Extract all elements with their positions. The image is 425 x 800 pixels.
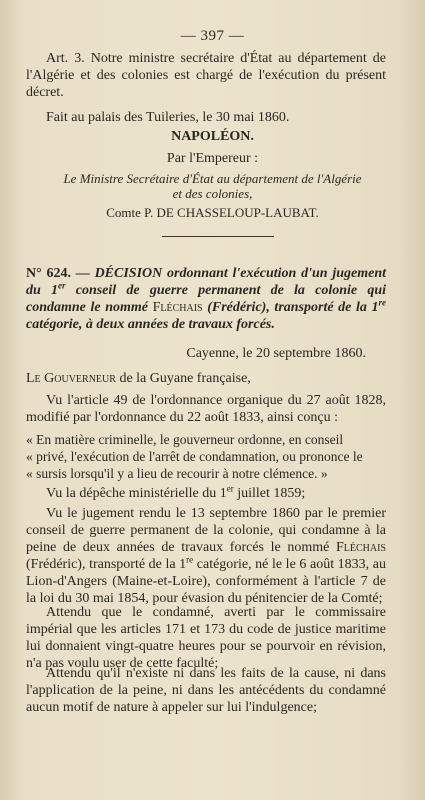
quote-block xyxy=(26,431,386,482)
vu-depeche-sup: er xyxy=(226,483,234,494)
quote-line: « En matière criminelle, le gouverneur ordonne, en conseil xyxy=(26,432,344,447)
decision-sup-1: er xyxy=(58,280,66,291)
decision-name: Fléchais xyxy=(152,300,203,315)
vu-jugement-text-3: catégorie, né le le 6 août 1833, au Lion-d'Angers (Maine-et-Loire), conformément à l'article 7 de la loi du 30 mai 1854, pour évasion du pénitencier de la Comté; xyxy=(26,557,386,606)
gouverneur-line xyxy=(26,370,386,387)
decision-number: N° 624. — xyxy=(26,266,90,281)
vu-depeche xyxy=(26,485,386,502)
vu-jugement-name: Fléchais xyxy=(335,540,386,555)
vu-jugement xyxy=(26,505,386,607)
article-3: Art. 3. Notre ministre secrétaire d'État au département de l'Algérie et des colonies est chargé de l'exécution du présent décret. xyxy=(26,51,386,100)
attendu-2: Attendu qu'il n'existe ni dans les faits de la cause, ni dans l'application de la peine, ni dans les antécédents du condamné aucun motif de nature à appeler sur lui l'indulgence; xyxy=(26,666,386,715)
quote-line: « privé, l'exécution de l'arrêt de condamnation, ou prononce le xyxy=(26,449,363,464)
decision-text-4: catégorie, à deux années de travaux forcés. xyxy=(26,317,275,332)
signer-name: NAPOLÉON. xyxy=(171,129,254,144)
decision-heading xyxy=(26,265,386,333)
minister-title-1: Le Ministre Secrétaire d'État au département de l'Algérie xyxy=(63,171,362,186)
fait-line: Fait au palais des Tuileries, le 30 mai 1860. xyxy=(46,110,290,125)
vu-jugement-text-2: (Frédéric), transporté de la 1 xyxy=(26,557,187,572)
decision-text-1: ordonnant l'exécution d'un jugement du 1 xyxy=(26,266,386,298)
decision-text-3: (Frédéric), transporté de la 1 xyxy=(202,300,379,315)
decision-text-2: conseil de guerre permanent de la colonie qui condamne le nommé xyxy=(26,283,387,315)
par-empereur: Par l'Empereur : xyxy=(166,151,259,166)
minister-name: Comte P. DE CHASSELOUP-LAUBAT. xyxy=(106,205,319,220)
decision-label: DÉCISION xyxy=(94,266,163,281)
decision-sup-2: re xyxy=(378,297,386,308)
vu-ordonnance: Vu l'article 49 de l'ordonnance organique du 27 août 1828, modifié par l'ordonnance du 22 août 1833, ainsi conçu : xyxy=(26,393,386,425)
vu-jugement-text-1: Vu le jugement rendu le 13 septembre 1860 par le premier conseil de guerre permanent de la colonie, qui condamne à la peine de deux années de travaux forcés le nommé xyxy=(26,506,386,555)
vu-depeche-text: Vu la dépêche ministérielle du 1 xyxy=(46,486,227,501)
attendu-1: Attendu que le condamné, averti par le commissaire impérial que les articles 171 et 173 du code de justice maritime lui donnaient vingt-quatre heures pour se pourvoir en révision, n'a pas voulu user de cette faculté; xyxy=(26,605,386,671)
vu-jugement-sup: re xyxy=(186,554,194,565)
gouverneur-rest: de la Guyane française, xyxy=(115,371,251,386)
separator-rule xyxy=(162,236,274,237)
page-number: — 397 — xyxy=(180,28,245,44)
vu-depeche-end: juillet 1859; xyxy=(233,486,306,501)
quote-line: « sursis lorsqu'il y a lieu de recourir à notre clémence. » xyxy=(26,466,328,481)
minister-title-2: et des colonies, xyxy=(172,186,253,201)
date-line: Cayenne, le 20 septembre 1860. xyxy=(186,346,366,361)
gouverneur-title: Le Gouverneur xyxy=(26,371,116,386)
